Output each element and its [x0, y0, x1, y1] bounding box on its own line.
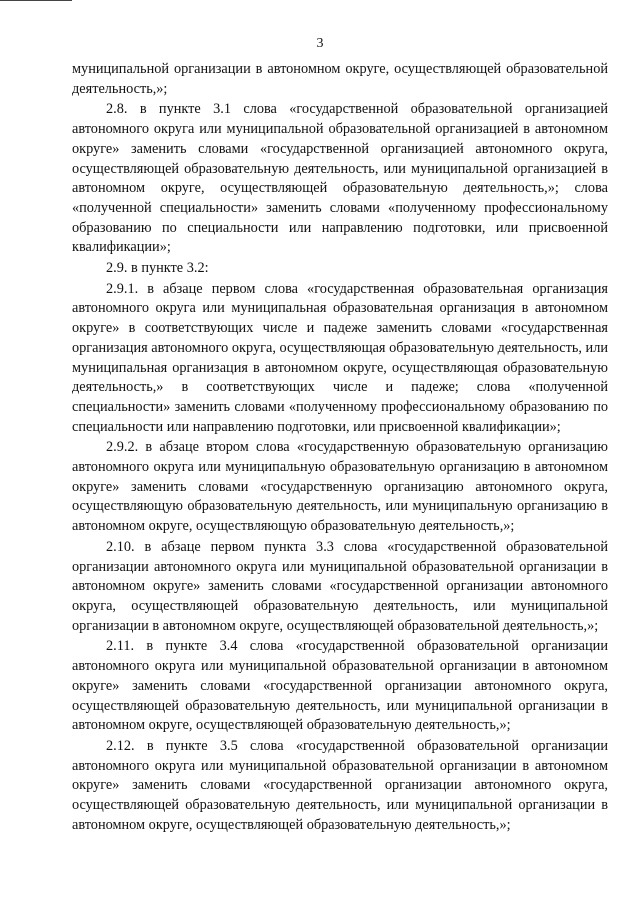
paragraph-2-11: 2.11. в пункте 3.4 слова «государственной образовательной организации автономного округа или муниципальной образовательной организации в автономном округе» заменить словами «государственной организации автономного округа, осуществляющей образовательную деятельность, или муниципальной организации в автономном округе, осуществляющей образовательную деятельность,»;	[72, 638, 608, 734]
paragraph-2-9: 2.9. в пункте 3.2:	[106, 260, 209, 277]
paragraph-2-12: 2.12. в пункте 3.5 слова «государственной образовательной организации автономного округа или муниципальной образовательной организации в автономном округе» заменить словами «государственной организации автономного округа, осуществляющей образовательную деятельность, или муниципальной организации в автономном округе, осуществляющей образовательную деятельность,»;	[72, 737, 608, 833]
page-number: 3	[316, 36, 324, 51]
document-body	[72, 60, 608, 836]
paragraph-2-9-2: 2.9.2. в абзаце втором слова «государственную образовательную организацию автономного округа или муниципальную образовательную организацию в автономном округе» заменить словами «государственную организацию автономного округа, осуществляющую образовательную деятельность, или муниципальную организацию в автономном округе, осуществляющую образовательную деятельность,»;	[72, 439, 608, 535]
paragraph-2-10: 2.10. в абзаце первом пункта 3.3 слова «государственной образовательной организации автономного округа или муниципальной образовательной организации в автономном округе» заменить словами «государственной организации автономного округа, осуществляющей образовательную деятельность, или муниципальной организации в автономном округе, осуществляющей образовательной деятельность,»;	[72, 538, 608, 634]
paragraph-continuation: муниципальной организации в автономном округе, осуществляющей образовательной деятельность,»;	[72, 61, 608, 97]
paragraph-2-8: 2.8. в пункте 3.1 слова «государственной образовательной организацией автономного округа или муниципальной образовательной организацией в автономном округе» заменить словами «государственной организацией автономного округа, осуществляющей образовательную деятельность, или муниципальной организацией в автономном округе, осуществляющей образовательную деятельность,»; слова «полученной специальности» заменить словами «полученному профессиональному образованию по специальности или направлению подготовки, или присвоенной квалификации»;	[72, 101, 608, 256]
paragraph-2-9-1: 2.9.1. в абзаце первом слова «государственная образовательная организация автономного округа или муниципальная образовательная организация в автономном округе» в соответствующих числе и падеже заменить словами «государственная организация автономного округа, осуществляющая образовательную деятельность, или муниципальная организация в автономном округе, осуществляющая образовательную деятельность,» в соответствующих числе и падеже; слова «полученной специальности» заменить словами «полученному профессиональному образованию по специальности или направлению подготовки, или присвоенной квалификации»;	[72, 280, 608, 435]
corner-mark-line	[0, 0, 72, 1]
